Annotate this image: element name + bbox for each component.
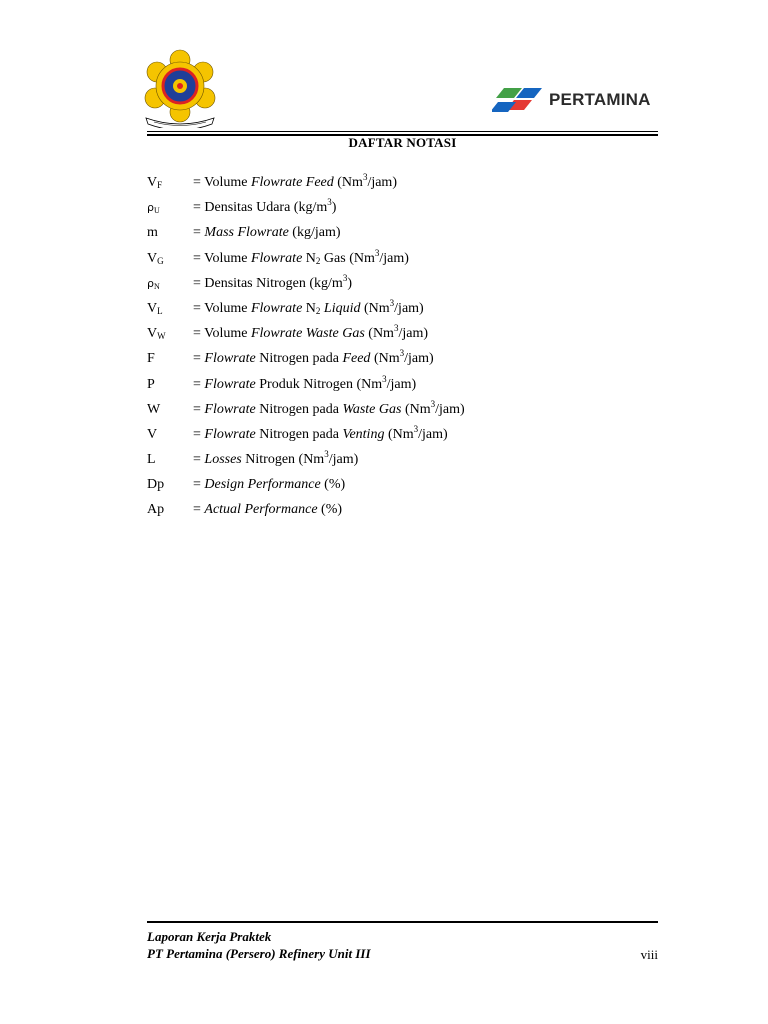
university-logo-icon — [140, 48, 220, 128]
notation-row — [147, 400, 658, 425]
notation-symbol: m — [147, 225, 158, 241]
pertamina-logo — [492, 83, 662, 117]
header-rule-thin — [147, 131, 658, 132]
notation-symbol: $V_G$ — [147, 250, 164, 266]
notation-symbol: V — [147, 426, 158, 442]
notation-list — [147, 173, 658, 526]
notation-definition: = Volume Flowrate $N_2$ Gas (Nm$^3$/jam) — [193, 247, 409, 266]
notation-definition: = Flowrate Produk Nitrogen (Nm$^3$/jam) — [193, 373, 417, 392]
notation-row — [147, 173, 658, 198]
notation-row — [147, 198, 658, 223]
notation-definition: = Flowrate Nitrogen pada Waste Gas (Nm$^3$/jam) — [193, 398, 465, 417]
notation-row — [147, 324, 658, 349]
notation-definition: = Mass Flowrate (kg/jam) — [193, 225, 341, 241]
notation-row — [147, 475, 658, 500]
notation-definition: = Volume Flowrate $N_2$ Liquid (Nm$^3$/jam) — [193, 297, 424, 316]
notation-definition: = Design Performance (%) — [193, 477, 346, 493]
notation-row — [147, 450, 658, 475]
page-number: viii — [640, 947, 658, 962]
notation-symbol: P — [147, 376, 155, 392]
footer-report-title: Laporan Kerja Praktek — [147, 929, 272, 944]
notation-symbol: Dp — [147, 477, 165, 493]
notation-definition: = Volume Flowrate Feed (Nm$^3$/jam) — [193, 172, 397, 190]
notation-row — [147, 500, 658, 525]
notation-symbol: $V_L$ — [147, 300, 163, 316]
notation-definition: = Densitas Udara $(kg/m^3)$ — [193, 197, 337, 216]
notation-symbol: $V_F$ — [147, 175, 163, 190]
notation-row — [147, 299, 658, 324]
notation-symbol: $\rho_N$ — [147, 276, 160, 291]
notation-symbol: W — [147, 401, 161, 417]
notation-definition: = Flowrate Nitrogen pada Feed (Nm$^3$/jam) — [193, 348, 434, 367]
notation-definition: = Flowrate Nitrogen pada Venting (Nm$^3$/jam) — [193, 423, 448, 442]
notation-symbol: $V_W$ — [147, 326, 166, 342]
notation-definition: = Densitas Nitrogen $(kg/m^3)$ — [193, 272, 352, 291]
footer-rule — [147, 921, 658, 923]
pertamina-logo-icon — [492, 86, 544, 114]
notation-row — [147, 249, 658, 274]
notation-row — [147, 425, 658, 450]
company-name: PERTAMINA — [549, 90, 651, 109]
notation-symbol: Ap — [147, 502, 165, 518]
notation-row — [147, 223, 658, 248]
notation-row — [147, 349, 658, 374]
notation-symbol: F — [147, 351, 155, 367]
notation-row — [147, 375, 658, 400]
notation-symbol: L — [147, 452, 156, 468]
notation-definition: = Actual Performance (%) — [193, 502, 343, 518]
notation-symbol: $\rho_U$ — [147, 201, 160, 216]
notation-row — [147, 274, 658, 299]
footer-company: PT Pertamina (Persero) Refinery Unit III — [147, 946, 371, 961]
page-title: DAFTAR NOTASI — [348, 135, 457, 150]
notation-definition: = Losses Nitrogen (Nm$^3$/jam) — [193, 449, 359, 468]
notation-definition: = Volume Flowrate Waste Gas (Nm$^3$/jam) — [193, 323, 428, 342]
